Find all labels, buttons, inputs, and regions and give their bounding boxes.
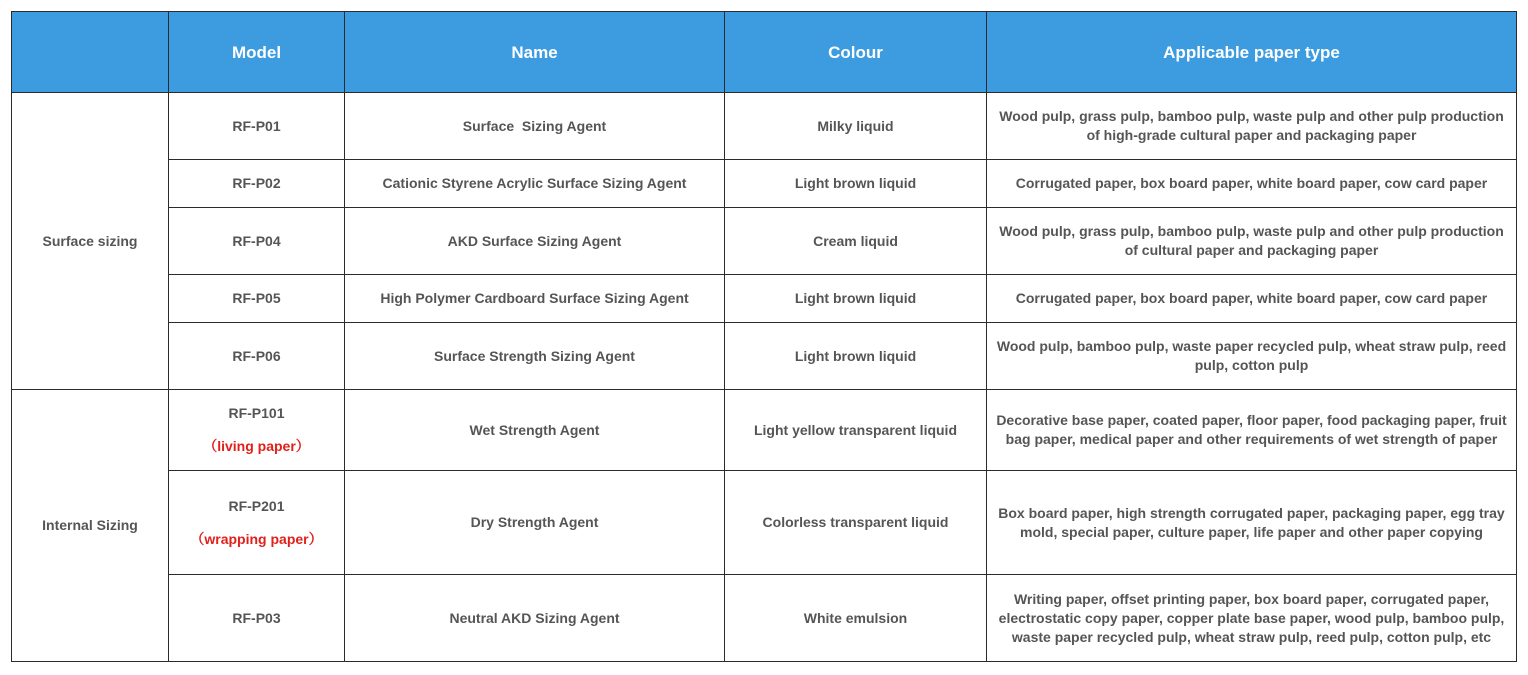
cell-model: RF-P03 bbox=[169, 575, 345, 662]
group-internal-sizing: Internal Sizing bbox=[12, 390, 169, 662]
cell-model: RF-P06 bbox=[169, 323, 345, 390]
cell-colour: Light brown liquid bbox=[725, 160, 987, 208]
cell-paper-type: Wood pulp, bamboo pulp, waste paper recycled pulp, wheat straw pulp, reed pulp, cotton pulp bbox=[987, 323, 1517, 390]
cell-paper-type: Wood pulp, grass pulp, bamboo pulp, waste pulp and other pulp production of high-grade cultural paper and packaging paper bbox=[987, 93, 1517, 160]
header-blank bbox=[12, 12, 169, 93]
cell-paper-type: Box board paper, high strength corrugated paper, packaging paper, egg tray mold, special paper, culture paper, life paper and other paper copying bbox=[987, 471, 1517, 575]
table-row bbox=[12, 390, 1517, 471]
cell-name: Neutral AKD Sizing Agent bbox=[345, 575, 725, 662]
table-header-row bbox=[12, 12, 1517, 93]
cell-colour: Light brown liquid bbox=[725, 323, 987, 390]
table-row bbox=[12, 160, 1517, 208]
model-usage-note: （wrapping paper） bbox=[190, 530, 323, 547]
cell-name: Wet Strength Agent bbox=[345, 390, 725, 471]
cell-model: RF-P05 bbox=[169, 275, 345, 323]
header-model: Model bbox=[169, 12, 345, 93]
table-row bbox=[12, 471, 1517, 575]
cell-paper-type: Wood pulp, grass pulp, bamboo pulp, waste pulp and other pulp production of cultural paper and packaging paper bbox=[987, 208, 1517, 275]
table-row bbox=[12, 208, 1517, 275]
group-surface-sizing: Surface sizing bbox=[12, 93, 169, 390]
cell-name: Cationic Styrene Acrylic Surface Sizing Agent bbox=[345, 160, 725, 208]
cell-model: RF-P02 bbox=[169, 160, 345, 208]
cell-name: AKD Surface Sizing Agent bbox=[345, 208, 725, 275]
cell-model: RF-P01 bbox=[169, 93, 345, 160]
table-row bbox=[12, 93, 1517, 160]
product-spec-table bbox=[11, 11, 1517, 662]
cell-paper-type: Decorative base paper, coated paper, floor paper, food packaging paper, fruit bag paper, medical paper and other requirements of wet strength of paper bbox=[987, 390, 1517, 471]
cell-paper-type: Writing paper, offset printing paper, box board paper, corrugated paper, electrostatic copy paper, copper plate base paper, wood pulp, bamboo pulp, waste paper recycled pulp, wheat straw pulp, reed pulp, cotton pulp, etc bbox=[987, 575, 1517, 662]
model-code: RF-P201 bbox=[228, 497, 285, 514]
table-row bbox=[12, 275, 1517, 323]
cell-model: RF-P04 bbox=[169, 208, 345, 275]
cell-name: Surface Strength Sizing Agent bbox=[345, 323, 725, 390]
header-name: Name bbox=[345, 12, 725, 93]
cell-model bbox=[169, 471, 345, 575]
cell-colour: Colorless transparent liquid bbox=[725, 471, 987, 575]
cell-model bbox=[169, 390, 345, 471]
cell-colour: Cream liquid bbox=[725, 208, 987, 275]
cell-name: High Polymer Cardboard Surface Sizing Agent bbox=[345, 275, 725, 323]
cell-colour: Light yellow transparent liquid bbox=[725, 390, 987, 471]
model-code: RF-P101 bbox=[228, 405, 285, 421]
cell-name: Dry Strength Agent bbox=[345, 471, 725, 575]
cell-colour: Milky liquid bbox=[725, 93, 987, 160]
header-paper-type: Applicable paper type bbox=[987, 12, 1517, 93]
header-colour: Colour bbox=[725, 12, 987, 93]
cell-name: Surface Sizing Agent bbox=[345, 93, 725, 160]
model-usage-note: （living paper） bbox=[203, 438, 310, 454]
cell-colour: White emulsion bbox=[725, 575, 987, 662]
table-row bbox=[12, 575, 1517, 662]
table-row bbox=[12, 323, 1517, 390]
cell-paper-type: Corrugated paper, box board paper, white board paper, cow card paper bbox=[987, 160, 1517, 208]
cell-colour: Light brown liquid bbox=[725, 275, 987, 323]
cell-paper-type: Corrugated paper, box board paper, white board paper, cow card paper bbox=[987, 275, 1517, 323]
